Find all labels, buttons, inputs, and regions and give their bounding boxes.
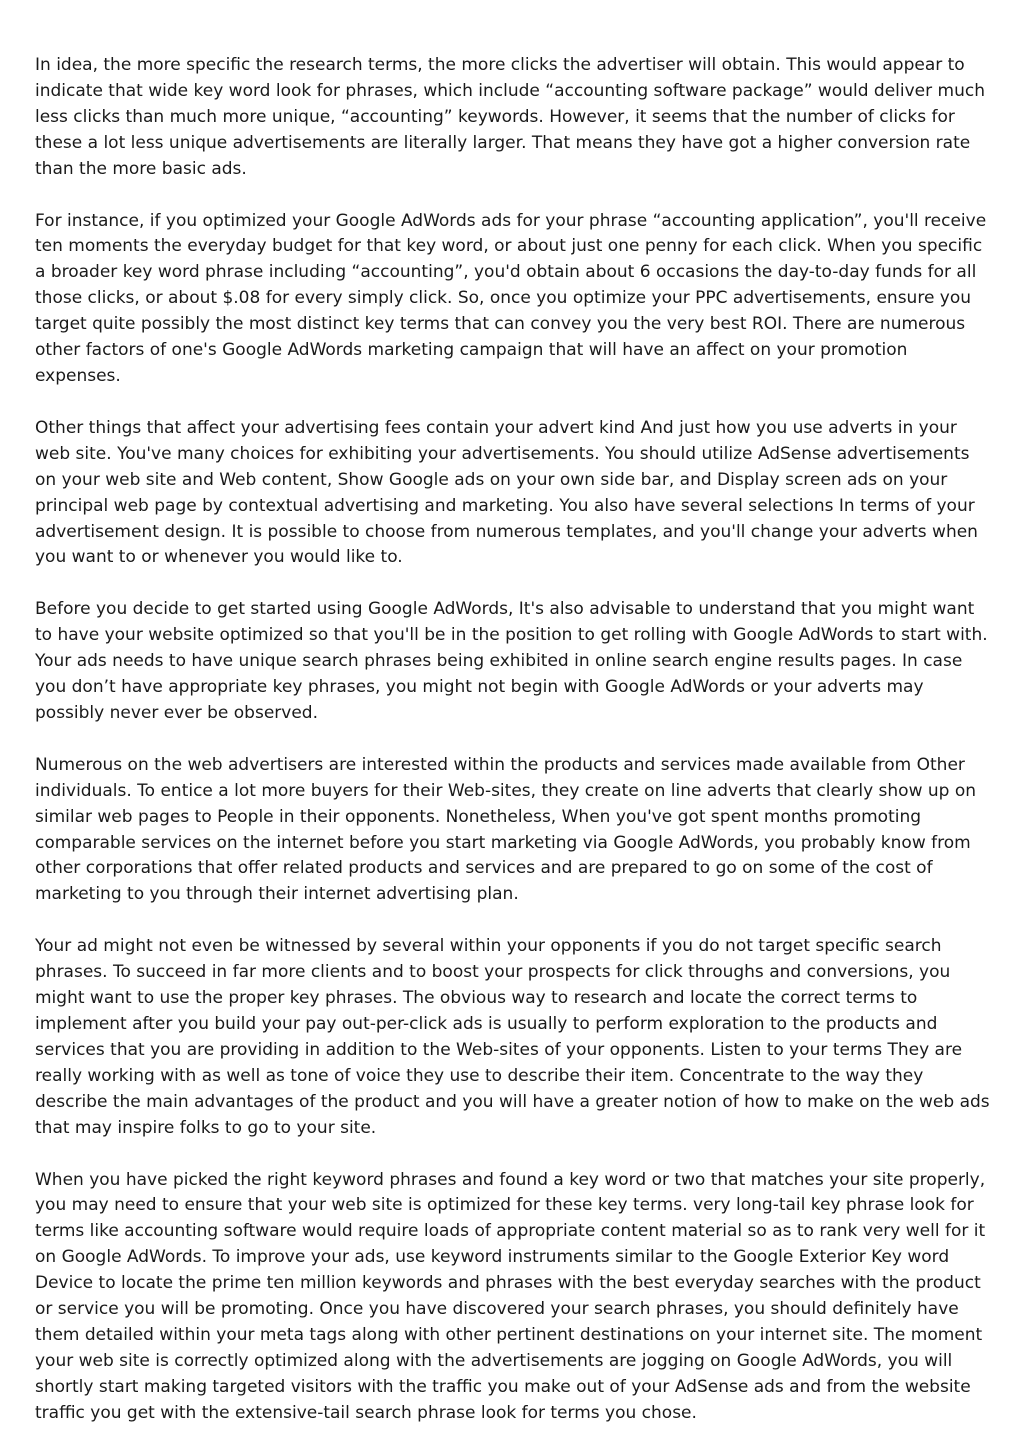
paragraph-1: In idea, the more specific the research terms, the more clicks the advertiser will obtain. This would appear to indicate that wide key word look for phrases, which include “accounting software package” would deliver much less clicks than much more unique, “accounting” keywords. However, it seems that the number of clicks for these a lot less unique advertisements are literally larger. That means they have got a higher conversion rate than the more basic ads. <box>35 55 985 179</box>
paragraph-6: Your ad might not even be witnessed by several within your opponents if you do not target specific search phrases. To succeed in far more clients and to boost your prospects for click throughs and conversions, you might want to use the proper key phrases. The obvious way to research and locate the correct terms to implement after you build your pay out-per-click ads is usually to perform exploration to the products and services that you are providing in addition to the Web-sites of your opponents. Listen to your terms They are really working with as well as tone of voice they use to describe their item. Concentrate to the way they describe the main advantages of the product and you will have a greater notion of how to make on the web ads that may inspire folks to go to your site. <box>35 936 990 1138</box>
paragraph-7: When you have picked the right keyword phrases and found a key word or two that matches your site properly, you may need to ensure that your web site is optimized for these key terms. very long-tail key phrase look for terms like accounting software would require loads of appropriate content material so as to rank very well for it on Google AdWords. To improve your ads, use keyword instruments similar to the Google Exterior Key word Device to locate the prime ten million keywords and phrases with the best everyday searches with the product or service you will be promoting. Once you have discovered your search phrases, you should definitely have them detailed within your meta tags along with other pertinent destinations on your internet site. The moment your web site is correctly optimized along with the advertisements are jogging on Google AdWords, you will shortly start making targeted visitors with the traffic you make out of your AdSense ads and from the website traffic you get with the extensive-tail search phrase look for terms you chose. <box>35 1169 986 1423</box>
paragraph-2: For instance, if you optimized your Google AdWords ads for your phrase “accounting application”, you'll receive ten moments the everyday budget for that key word, or about just one penny for each click. When you specific a broader key word phrase including “accounting”, you'd obtain about 6 occasions the day-to-day funds for all those clicks, or about $.08 for every simply click. So, once you optimize your PPC advertisements, ensure you target quite possibly the most distinct key terms that can convey you the very best ROI. There are numerous other factors of one's Google AdWords marketing campaign that will have an affect on your promotion expenses. <box>35 210 987 386</box>
paragraph-3: Other things that affect your advertising fees contain your advert kind And just how you use adverts in your web site. You've many choices for exhibiting your advertisements. You should utilize AdSense advertisements on your web site and Web content, Show Google ads on your own side bar, and Display screen ads on your principal web page by contextual advertising and marketing. You also have several selections In terms of your advertisement design. It is possible to choose from numerous templates, and you'll change your adverts when you want to or whenever you would like to. <box>35 417 978 568</box>
paragraph-4: Before you decide to get started using Google AdWords, It's also advisable to understand that you might want to have your website optimized so that you'll be in the position to get rolling with Google AdWords to start with. Your ads needs to have unique search phrases being exhibited in online search engine results pages. In case you don’t have appropriate key phrases, you might not begin with Google AdWords or your adverts may possibly never ever be observed. <box>35 599 988 723</box>
paragraph-5: Numerous on the web advertisers are interested within the products and services made available from Other individuals. To entice a lot more buyers for their Web-sites, they create on line adverts that clearly show up on similar web pages to People in their opponents. Nonetheless, When you've got spent months promoting comparable services on the internet before you start marketing via Google AdWords, you probably know from other corporations that offer related products and services and are prepared to go on some of the cost of marketing to you through their internet advertising plan. <box>35 754 977 905</box>
